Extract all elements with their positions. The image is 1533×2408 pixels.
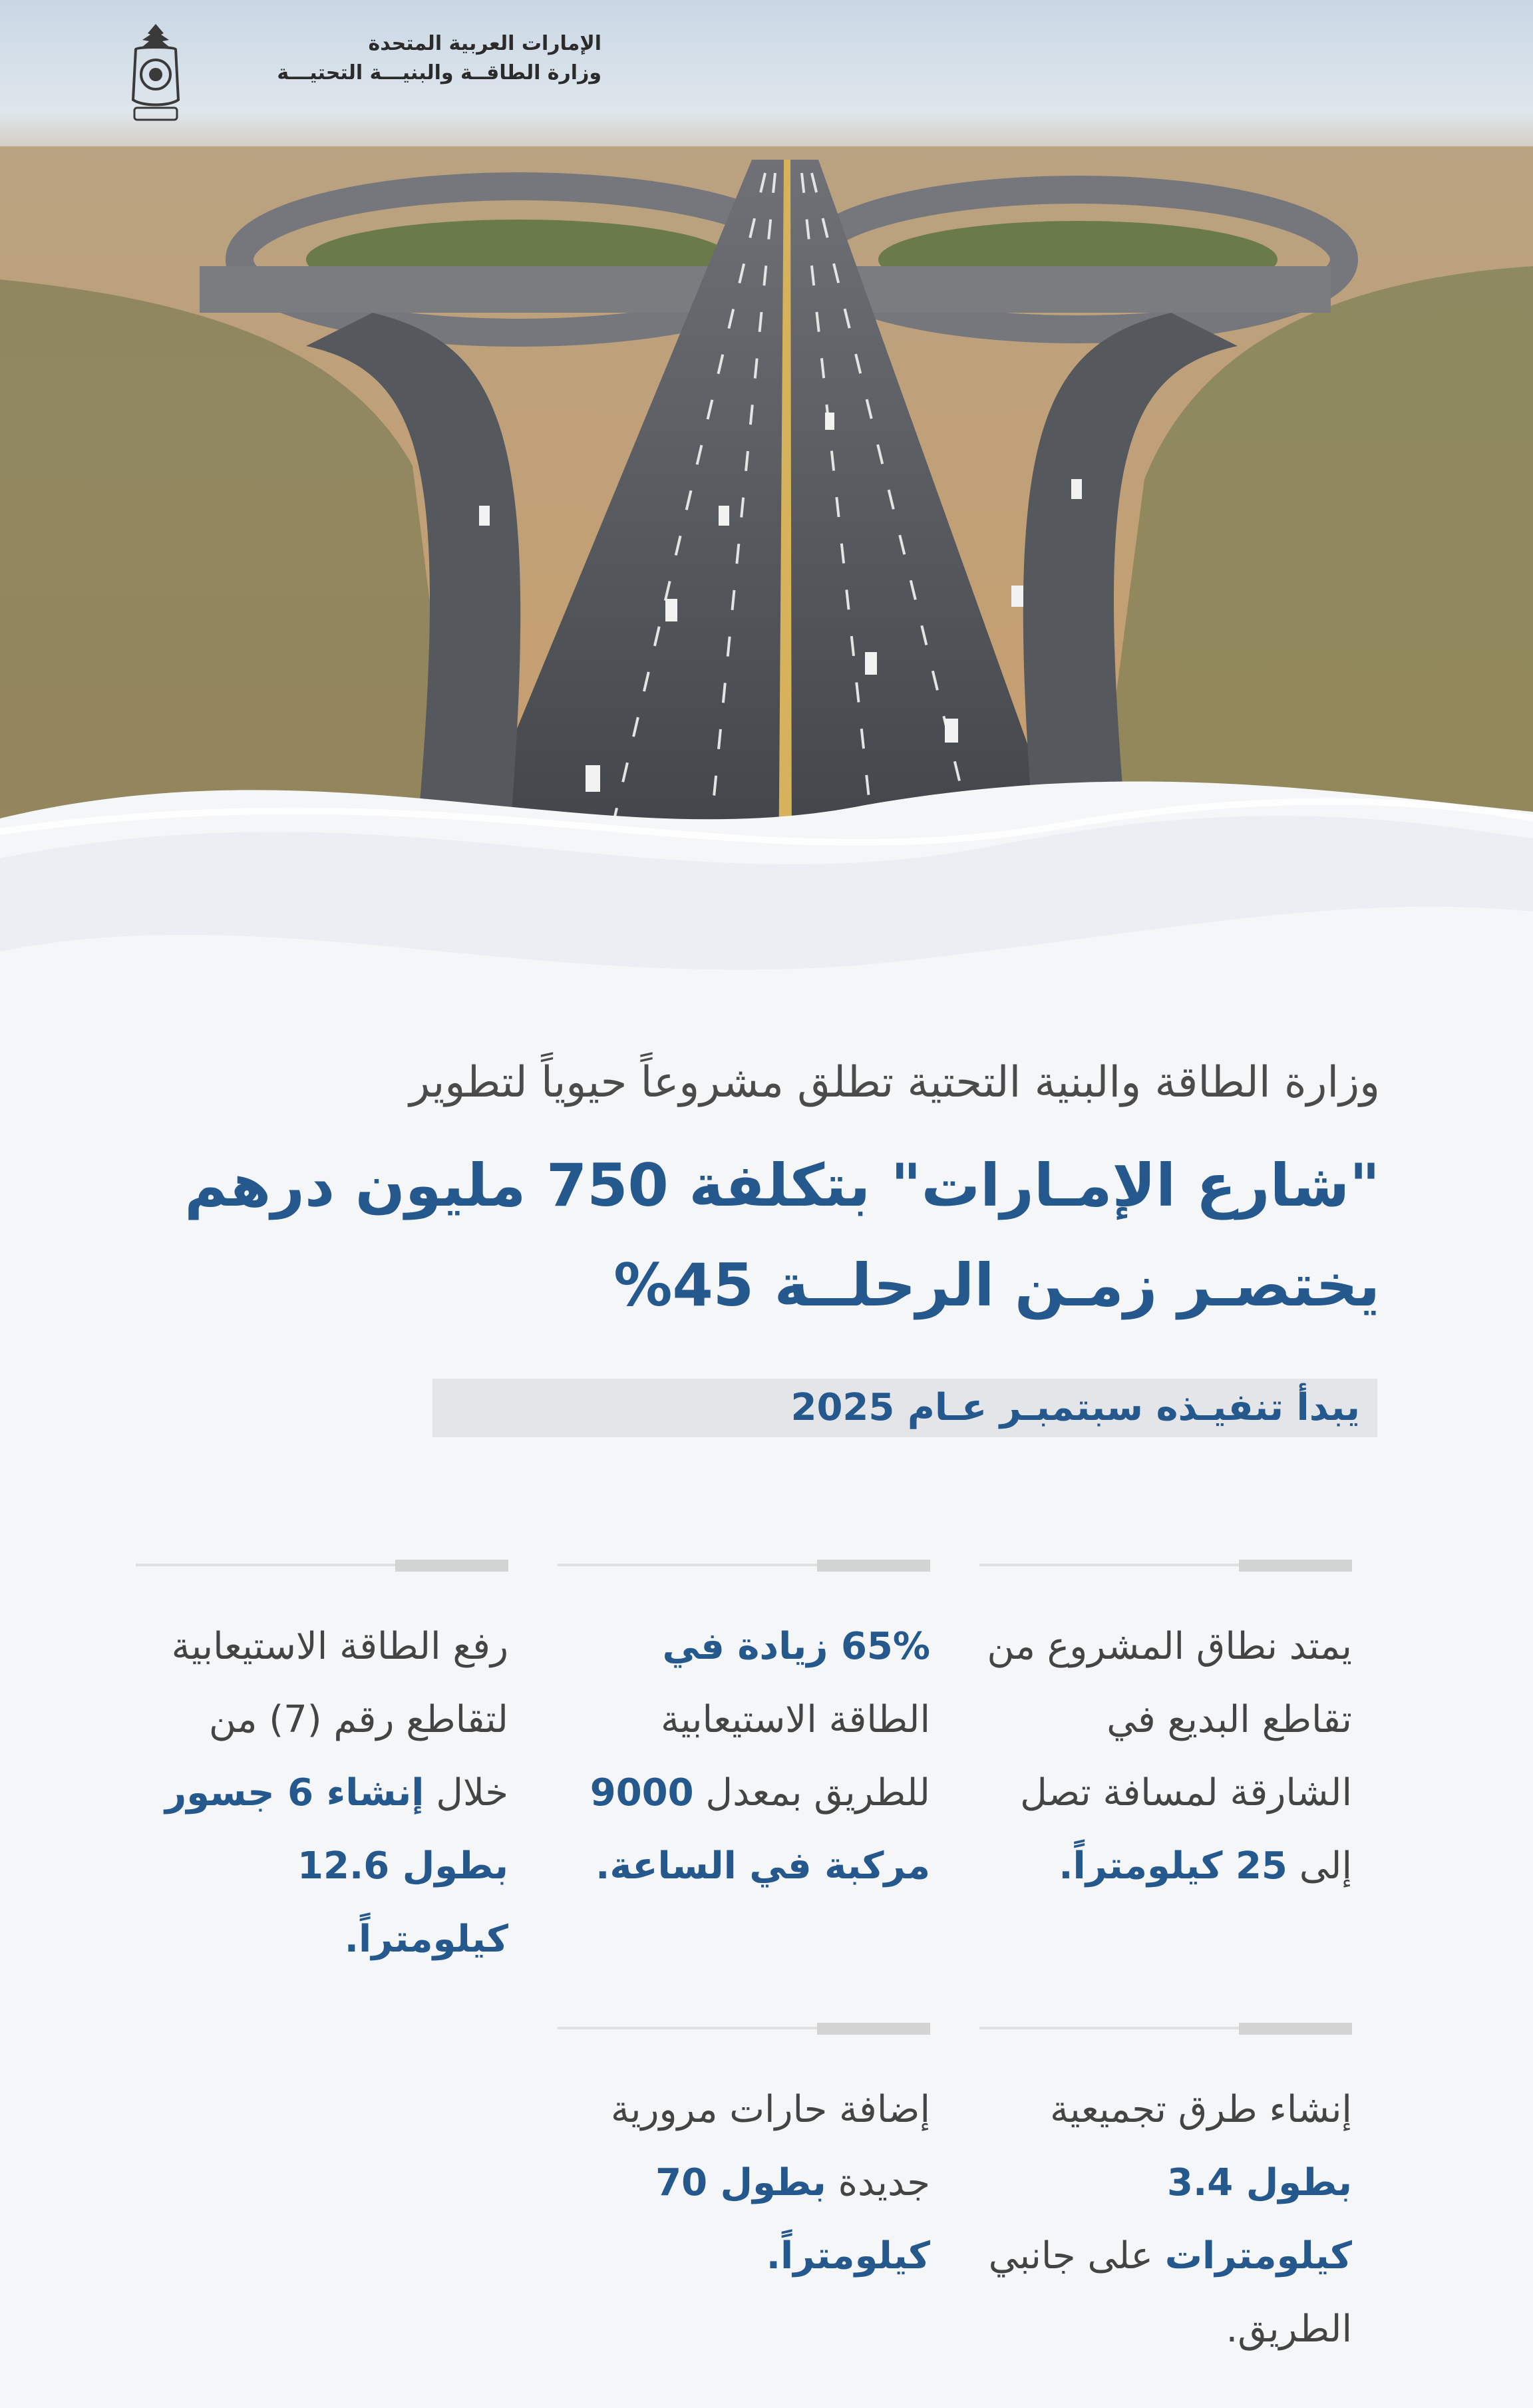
- fact-text: [558, 2073, 930, 2293]
- start-date-banner: [432, 1379, 1377, 1437]
- fact-plain-text: رفع الطاقة الاستيعابية لتقاطع رقم (7) من خلال: [171, 1625, 508, 1814]
- ministry-name: وزارة الطاقــة والبنيـــة التحتيـــة: [277, 61, 601, 85]
- fact-highlight-text: إنشاء 6 جسور بطول 12.6 كيلومتراً.: [164, 1771, 508, 1961]
- country-name: الإمارات العربية المتحدة: [368, 32, 601, 55]
- fact-plain-text: إضافة حارات مرورية جديدة: [610, 2088, 930, 2204]
- fact-text: [979, 2073, 1352, 2366]
- fact-text: [979, 1610, 1352, 1903]
- headline-intro: وزارة الطاقة والبنية التحتية تطلق مشروعاً حيوياً لتطوير: [409, 1058, 1380, 1107]
- fact-highlight-start-text: 65% زيادة في: [662, 1625, 930, 1668]
- fact-plain-text: إنشاء طرق تجميعية: [1050, 2088, 1352, 2131]
- headline-sub: يختصـر زمـن الرحلــة 45%: [613, 1251, 1380, 1319]
- ministry-logo: [122, 20, 601, 133]
- fact-text: [558, 1610, 930, 1903]
- fact-divider-accent: [1239, 2023, 1352, 2035]
- fact-plain-end-text: على جانبي الطريق.: [988, 2234, 1352, 2351]
- fact-highlight-text: بطول 3.4 كيلومترات: [1164, 2161, 1352, 2278]
- headline-main: "شارع الإمـارات" بتكلفة 750 مليون درهم: [184, 1151, 1380, 1220]
- fact-divider-accent: [395, 1560, 508, 1572]
- fact-divider-accent: [817, 1560, 930, 1572]
- start-date-text: يبدأ تنفيـذه سبتمبـر عـام 2025: [790, 1386, 1360, 1429]
- fact-text: [136, 1610, 508, 1976]
- fact-highlight-text: 9000 مركبة في الساعة.: [590, 1771, 930, 1888]
- fact-plain-text: الطاقة الاستيعابية للطريق بمعدل: [660, 1698, 930, 1814]
- fact-divider-accent: [817, 2023, 930, 2035]
- fact-plain-text: يمتد نطاق المشروع من تقاطع البديع في الشارقة لمسافة تصل إلى: [987, 1625, 1352, 1888]
- fact-divider-accent: [1239, 1560, 1352, 1572]
- ministry-name-block: [202, 29, 601, 88]
- uae-emblem-icon: [122, 20, 189, 126]
- fact-highlight-text: 25 كيلومتراً.: [1059, 1844, 1287, 1888]
- fact-highlight-text: بطول 70 كيلومتراً.: [655, 2161, 930, 2278]
